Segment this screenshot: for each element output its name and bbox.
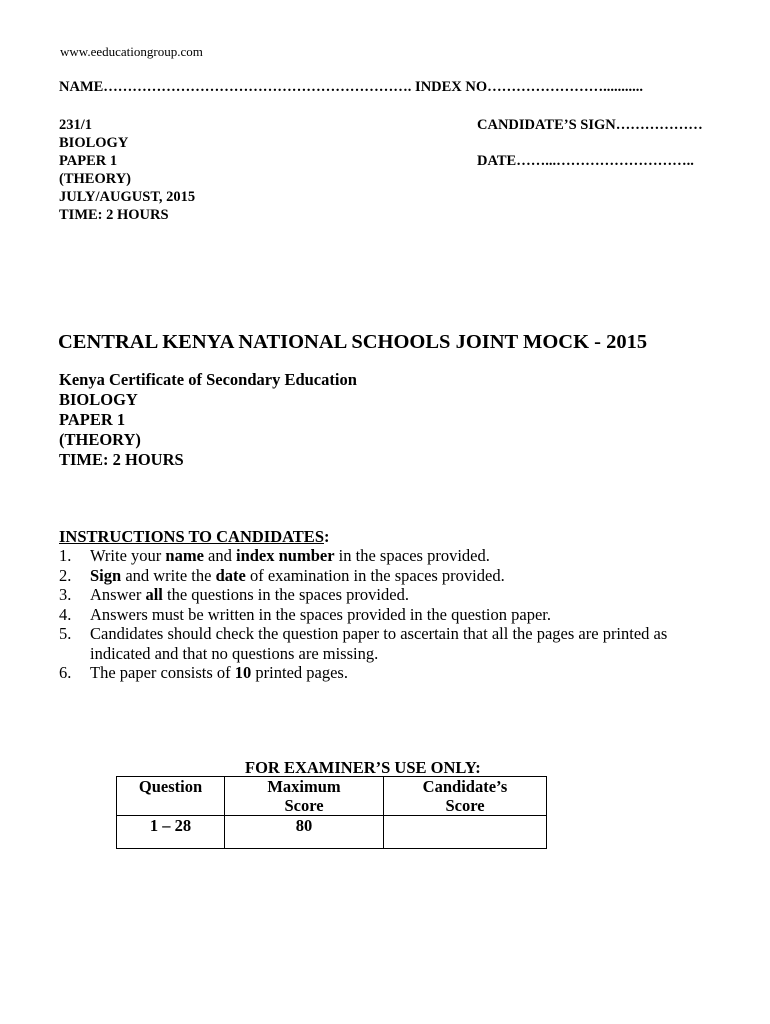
instruction-emphasis: all <box>145 585 163 604</box>
instruction-emphasis: index number <box>235 546 335 565</box>
header-candidate-score: Candidate’s Score <box>384 777 547 816</box>
instructions-heading: INSTRUCTIONS TO CANDIDATES: <box>59 527 330 546</box>
instruction-text: Answer <box>90 585 146 604</box>
instruction-emphasis: 10 <box>234 663 252 682</box>
instruction-item <box>59 624 679 663</box>
instruction-number: 4. <box>59 604 72 624</box>
instruction-text: the questions in the spaces provided. <box>162 585 409 604</box>
time-label: TIME: 2 HOURS <box>59 450 184 469</box>
instruction-text: Candidates should check the question paper to ascertain that all the pages are printed as indicated and that no questions are missing. <box>90 624 668 663</box>
instruction-emphasis: date <box>215 565 246 585</box>
cell-maximum-score: 80 <box>225 816 384 849</box>
instruction-item <box>59 605 679 625</box>
instruction-emphasis: Sign <box>90 565 122 585</box>
header-maximum-score: Maximum Score <box>225 777 384 816</box>
instruction-number: 3. <box>59 585 72 604</box>
instruction-text: and <box>203 546 236 565</box>
paper-label: PAPER 1 <box>59 410 126 429</box>
name-index-field[interactable]: NAME………………………………………………………. INDEX NO……………………........... <box>59 79 644 95</box>
table-header-row <box>117 777 547 816</box>
exam-title: CENTRAL KENYA NATIONAL SCHOOLS JOINT MOCK - 2015 <box>58 331 648 353</box>
candidate-sign-field[interactable]: CANDIDATE’S SIGN……………… <box>477 117 703 133</box>
date-field[interactable]: DATE……...……………………….. <box>477 153 694 169</box>
cell-question-range: 1 – 28 <box>117 816 225 849</box>
examiner-score-table <box>116 776 547 849</box>
instruction-item <box>59 585 679 605</box>
website-url: www.eeducationgroup.com <box>60 44 203 59</box>
certificate-name: Kenya Certificate of Secondary Education <box>59 370 357 389</box>
table-row <box>117 816 547 849</box>
instruction-number: 6. <box>59 663 72 682</box>
paper-code: 231/1 <box>59 117 93 133</box>
instruction-item <box>59 663 679 683</box>
instruction-text: Write your <box>90 546 166 565</box>
paper-date: JULY/AUGUST, 2015 <box>59 189 196 205</box>
theory-label: (THEORY) <box>59 430 141 449</box>
instruction-text: in the spaces provided. <box>334 546 490 565</box>
instruction-item <box>59 546 679 566</box>
paper-time: TIME: 2 HOURS <box>59 207 169 223</box>
cell-candidate-score[interactable] <box>384 816 547 849</box>
instructions-list <box>59 546 679 683</box>
instruction-text: printed pages. <box>251 663 348 682</box>
instruction-number: 2. <box>59 565 72 585</box>
subject-name: BIOLOGY <box>59 390 138 409</box>
header-question: Question <box>117 777 225 816</box>
paper-number: PAPER 1 <box>59 153 118 169</box>
paper-subject: BIOLOGY <box>59 135 129 151</box>
instruction-text: and write the <box>121 565 216 585</box>
instruction-text: The paper consists of <box>90 663 235 682</box>
instruction-text: Answers must be written in the spaces provided in the question paper. <box>90 604 551 624</box>
instruction-text: of examination in the spaces provided. <box>245 565 505 585</box>
instruction-item <box>59 566 679 586</box>
instruction-number: 5. <box>59 624 72 643</box>
instruction-number: 1. <box>59 546 72 565</box>
paper-type: (THEORY) <box>59 171 131 187</box>
examiner-heading: FOR EXAMINER’S USE ONLY: <box>245 758 481 777</box>
instruction-emphasis: name <box>165 546 204 565</box>
